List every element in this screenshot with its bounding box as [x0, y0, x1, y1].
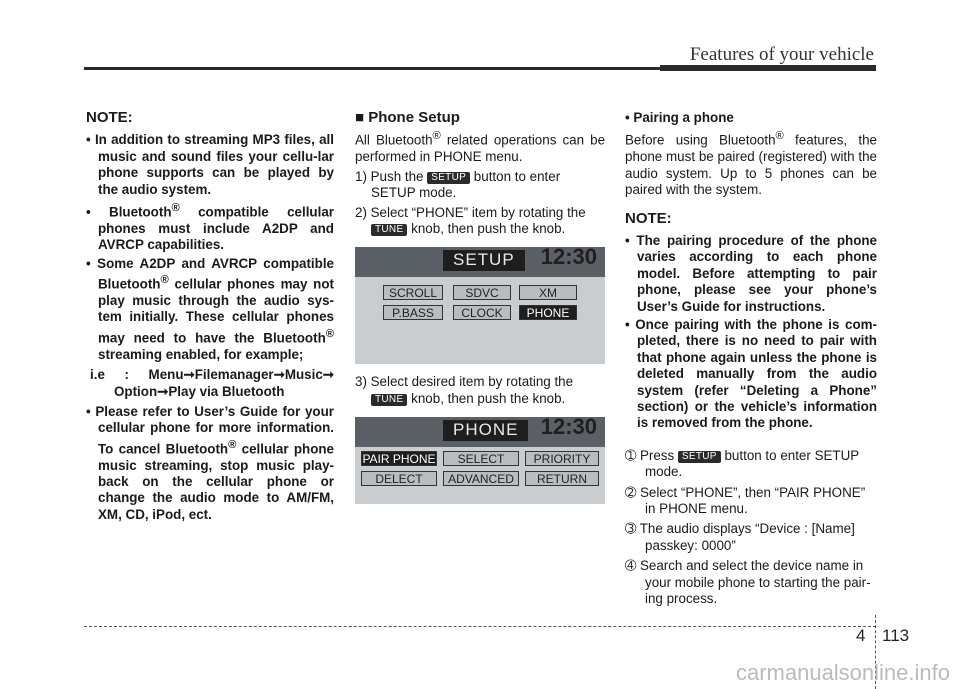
- screen-button: CLOCK: [453, 305, 511, 320]
- chapter-number: 4: [856, 626, 866, 645]
- header-rule-accent: [660, 65, 876, 71]
- note-title: NOTE:: [625, 209, 672, 227]
- pairing-step-2: ➁ Select “PHONE”, then “PAIR PHONE” in PHONE menu.: [625, 484, 866, 516]
- setup-button-label: SETUP: [678, 451, 721, 463]
- screen-heading: SETUP: [443, 250, 525, 270]
- note-bullet-2: • Bluetooth® compatible cellular phones must include A2DP and AVRCP capabilities.: [86, 202, 334, 253]
- column-notes: [86, 110, 334, 525]
- note-bullet-3: • Some A2DP and AVRCP compatible Bluetooth® cellular phones may not play music through the audio sys-tem initially. These cellular phones may need to have the Bluetooth® streaming enabled, for example;: [86, 255, 334, 362]
- tune-knob-label: TUNE: [371, 394, 407, 406]
- screen-button: SDVC: [453, 285, 511, 300]
- screen-button-selected: PAIR PHONE: [362, 452, 436, 467]
- page-number: 113: [882, 626, 910, 645]
- pairing-note-1: • The pairing procedure of the phone varies according to each phone model. Before attempting to pair phone, please see your phone’s User’s Guide for instructions.: [625, 232, 877, 314]
- step-2: 2) Select “PHONE” item by rotating the TUNE knob, then push the knob.: [355, 204, 586, 236]
- intro-text: All Bluetooth® related operations can be performed in PHONE menu.: [355, 130, 606, 165]
- pairing-step-1: ➀ Press SETUP button to enter SETUP mode.: [625, 447, 859, 480]
- screen-heading: PHONE: [443, 420, 528, 440]
- tune-knob-label: TUNE: [371, 224, 407, 236]
- pairing-intro: Before using Bluetooth® features, the phone must be paired (registered) with the audio system. Up to 5 phones can be paired with the system.: [625, 130, 877, 198]
- pairing-note-2: • Once pairing with the phone is com-pleted, there is no need to pair with that phone again unless the phone is deleted manually from the audio system (refer “Deleting a Phone” section) or the vehicle’s information is removed from the phone.: [625, 316, 877, 431]
- screen-button: DELECT: [361, 471, 437, 486]
- note-bullet-1: • In addition to streaming MP3 files, all music and sound files your cellu-lar phone supports can be played by the audio system.: [86, 132, 334, 197]
- menu-path: i.e : Menu➞Filemanager➞Music➞ Option➞Play via Bluetooth: [90, 367, 334, 399]
- setup-button-label: SETUP: [427, 172, 470, 184]
- step-1: 1) Push the SETUP button to enter SETUP mode.: [355, 168, 561, 201]
- screen-button: RETURN: [525, 471, 599, 486]
- column-phone-setup: [355, 110, 605, 514]
- pairing-step-4: ➃ Search and select the device name in your mobile phone to starting the pair-ing process.: [625, 558, 871, 607]
- note-title: NOTE:: [86, 109, 133, 126]
- screen-clock: 12:30: [540, 247, 597, 270]
- header-title: Features of your vehicle: [689, 44, 874, 65]
- setup-screen-illustration: [355, 247, 605, 364]
- screen-button: ADVANCED: [443, 471, 519, 486]
- pairing-step-3: ➂ The audio displays “Device : [Name] passkey: 0000”: [625, 521, 855, 553]
- screen-clock: 12:30: [540, 417, 597, 440]
- screen-button: P.BASS: [383, 305, 443, 320]
- note-bullet-4: • Please refer to User’s Guide for your cellular phone for more information. To cancel Bluetooth® cellular phone music streaming, stop music play-back on the cellular phone or change the audio mode to AM/FM, XM, CD, iPod, ect.: [86, 403, 335, 522]
- footer-rule: [84, 626, 876, 627]
- screen-button: PRIORITY: [525, 451, 599, 466]
- phone-screen-illustration: [355, 417, 605, 504]
- column-pairing: [625, 110, 877, 611]
- step-3: 3) Select desired item by rotating the TUNE knob, then push the knob.: [355, 374, 574, 406]
- section-title: ■ Phone Setup: [355, 109, 460, 126]
- screen-button-selected: PHONE: [519, 305, 577, 320]
- pairing-title: • Pairing a phone: [625, 110, 734, 125]
- screen-button: SELECT: [443, 451, 519, 466]
- watermark: carmanualsonline.info: [735, 660, 950, 685]
- screen-button: XM: [519, 285, 577, 300]
- screen-button: SCROLL: [383, 285, 443, 300]
